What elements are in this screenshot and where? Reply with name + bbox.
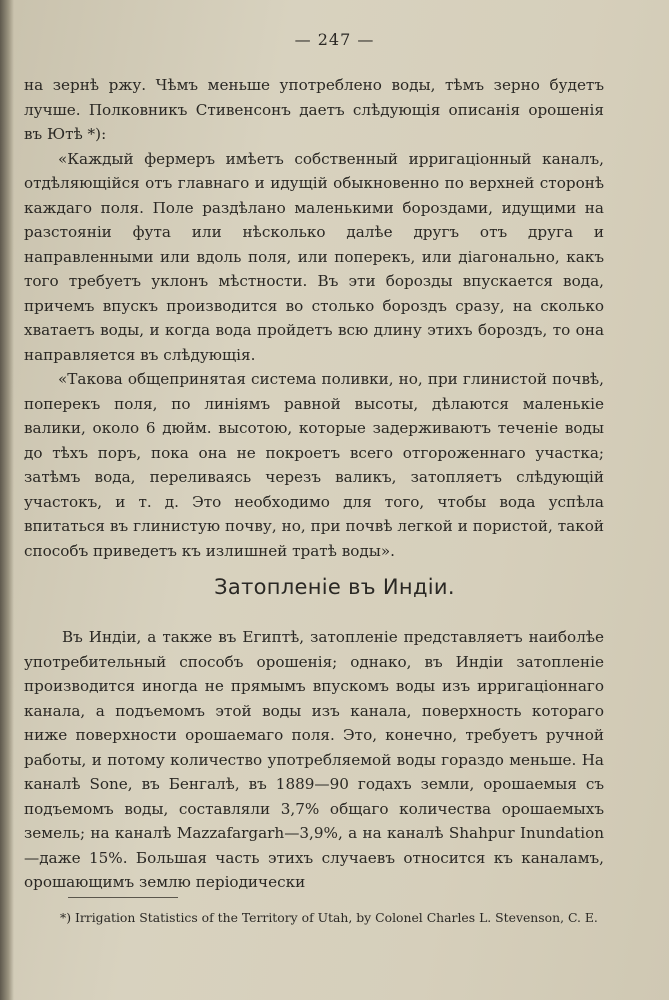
paragraph-quote-1: «Каждый фермеръ имѣетъ собственный ирригаціонный каналъ, отдѣляющійся отъ главнаго и идущій обыкновенно по верхней сторонѣ каждаго поля. Поле раздѣлано маленькими бороздами, идущими на разстояніи фута или нѣсколько далѣе другъ отъ друга и направленными или вдоль поля, или поперекъ, или діагонально, какъ того требуетъ уклонъ мѣстности. Въ эти борозды впускается вода, причемъ впускъ производится во столько бороздъ сразу, на сколько хватаетъ воды, и когда вода пройдетъ всю длину этихъ бороздъ, то она направляется въ слѣдующія.: [24, 149, 604, 364]
paragraph-india: Въ Индіи, а также въ Египтѣ, затопленіе представляетъ наиболѣе употребительный способъ орошенія; однако, въ Индіи затопленіе производится иногда не прямымъ впускомъ воды изъ ирригаціоннаго канала, а подъемомъ этой воды изъ канала, поверхность котораго ниже поверхности орошаемаго поля. Это, конечно, требуетъ ручной работы, и потому количество употребляемой воды гораздо меньше. На каналѣ Sone, въ Бенгалѣ, въ 1889—90 годахъ земли, орошаемыя съ подъемомъ воды, составляли 3,7% общаго количества орошаемыхъ земель; на каналѣ Mazzafargarh—3,9%, а на каналѣ Shahpur Inundation—даже 15%. Большая часть этихъ случаевъ относится къ каналамъ, орошающимъ землю періодически: [24, 628, 604, 891]
upper-text-block: [24, 73, 604, 563]
section-heading: Затопленіе въ Индіи.: [214, 575, 455, 599]
lower-text-block: [24, 625, 604, 895]
footnote-divider: [68, 897, 178, 898]
page-number: — 247 —: [294, 30, 375, 49]
page-gutter-shadow: [0, 0, 14, 1000]
footnote: *) Irrigation Statistics of the Territory of Utah, by Colonel Charles L. Stevenson, C. E.: [60, 910, 598, 925]
paragraph-quote-2: «Такова общепринятая система поливки, но, при глинистой почвѣ, поперекъ поля, по линіямъ равной высоты, дѣлаются маленькіе валики, около 6 дюйм. высотою, которые задерживаютъ теченіе воды до тѣхъ поръ, пока она не покроетъ всего отгороженнаго участка; затѣмъ вода, переливаясь черезъ валикъ, затопляетъ слѣдующій участокъ, и т. д. Это необходимо для того, чтобы вода успѣла впитаться въ глинистую почву, но, при почвѣ легкой и пористой, такой способъ приведетъ къ излишней тратѣ воды».: [24, 370, 604, 560]
paragraph-intro: на зернѣ ржу. Чѣмъ меньше употреблено воды, тѣмъ зерно будетъ лучше. Полковникъ Стивенсонъ даетъ слѣдующія описанія орошенія въ Ютѣ *):: [24, 76, 604, 143]
